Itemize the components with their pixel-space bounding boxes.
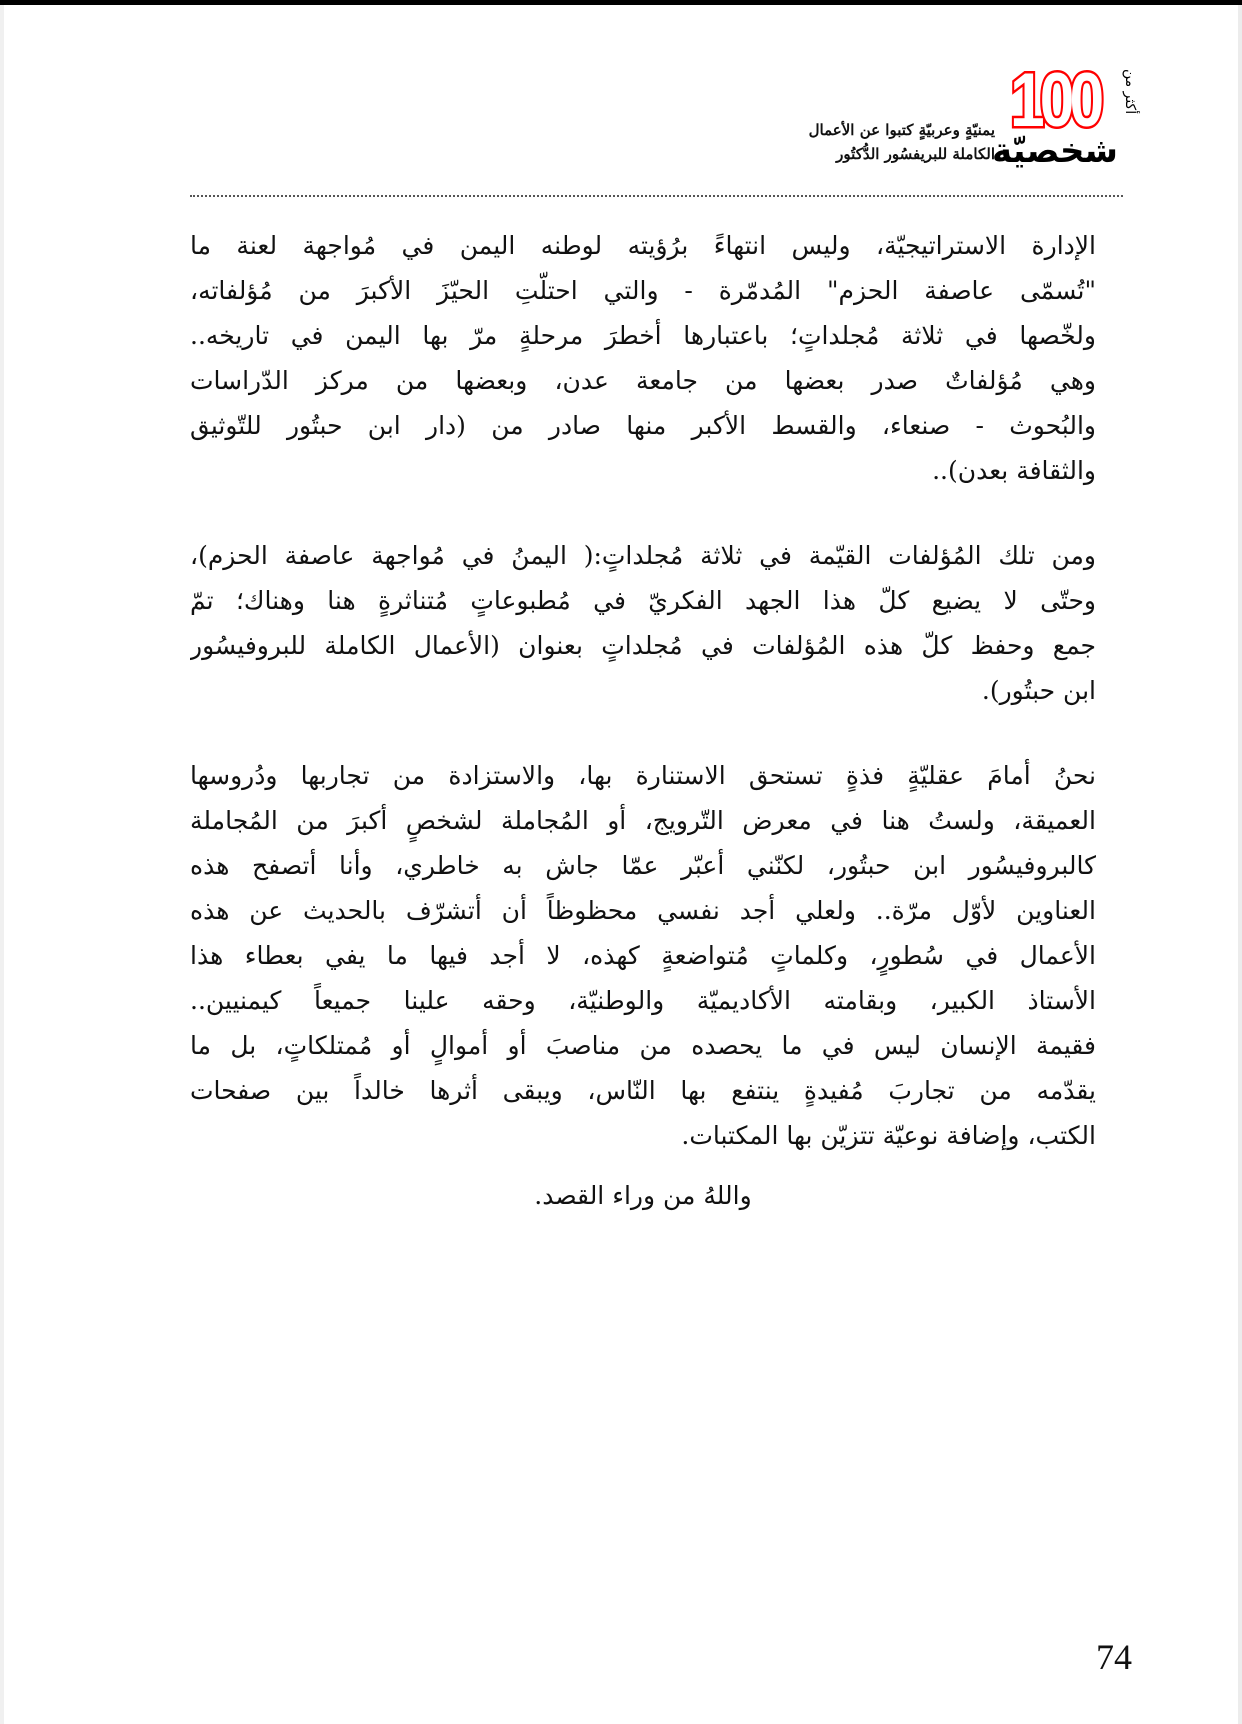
- text-line: الكتب، وإضافة نوعيّة تتزيّن بها المكتبات.: [681, 1121, 1096, 1150]
- text-line: نحنُ أمامَ عقليّةٍ فذةٍ تستحق الاستنارة بها، والاستزادة من تجاربها ودُروسها: [190, 761, 1096, 790]
- logo-prefix: أكثر من: [1122, 69, 1138, 115]
- closing-line: واللهُ من وراء القصد.: [534, 1181, 752, 1210]
- text-line: فقيمة الإنسان ليس في ما يحصده من مناصبَ أو أموالٍ أو مُمتلكاتٍ، بل ما: [190, 1031, 1096, 1060]
- text-line: العناوين لأوّل مرّة.. ولعلي أجد نفسي محظوظاً أن أتشرّف بالحديث عن هذه: [190, 896, 1096, 925]
- text-line: ولخّصها في ثلاثة مُجلداتٍ؛ باعتبارها أخطرَ مرحلةٍ مرّ بها اليمن في تاريخه..: [190, 321, 1096, 350]
- text-line: الأعمال في سُطورٍ، وكلماتٍ مُتواضعةٍ كهذه، لا أجد فيها ما يفي بعطاء هذا: [190, 941, 1096, 970]
- text-line: كالبروفيسُور ابن حبتُور، لكنّني أعبّر عمّا جاش به خاطري، وأنا أتصفح هذه: [190, 851, 1096, 880]
- paragraph-1: [190, 223, 1096, 493]
- text-line: ومن تلك المُؤلفات القيّمة في ثلاثة مُجلداتٍ:( اليمنُ في مُواجهة عاصفة الحزم)،: [190, 541, 1096, 570]
- subtitle-line: الكاملة للبريفسُور الدُّكتُور: [836, 145, 995, 163]
- text-line: "تُسمّى عاصفة الحزم" المُدمّرة - والتي احتلّتِ الحيّزَ الأكبرَ من مُؤلفاته،: [190, 276, 1096, 305]
- text-line: والثقافة بعدن)..: [932, 456, 1096, 485]
- text-line: يقدّمه من تجاربَ مُفيدةٍ ينتفع بها النّاس، ويبقى أثرها خالداً بين صفحات: [190, 1076, 1096, 1105]
- body-text: [190, 223, 1096, 1198]
- logo-number: 100: [1010, 58, 1100, 143]
- text-line: العميقة، ولستُ هنا في معرض التّرويج، أو المُجاملة لشخصٍ أكبرَ من المُجاملة: [190, 806, 1096, 835]
- text-line: وحتّى لا يضيع كلّ هذا الجهد الفكريّ في مُطبوعاتٍ مُتناثرةٍ هنا وهناك؛ تمّ: [190, 586, 1096, 615]
- logo-word: شخصيّة: [992, 131, 1118, 171]
- subtitle-line: يمنيّةٍ وعربيّةٍ كتبوا عن الأعمال: [808, 121, 995, 139]
- book-logo: [992, 58, 1156, 183]
- page-number: 74: [1096, 1637, 1132, 1677]
- text-line: ابن حبتُور).: [981, 676, 1096, 705]
- text-line: والبُحوث - صنعاء، والقسط الأكبر منها صادر من (دار ابن حبتُور للتّوثيق: [190, 411, 1096, 440]
- text-line: جمع وحفظ كلّ هذه المُؤلفات في مُجلداتٍ بعنوان (الأعمال الكاملة للبروفيسُور: [190, 631, 1096, 660]
- paragraph-2: [190, 533, 1096, 713]
- book-page: [4, 5, 1238, 1724]
- page-edge: [1238, 5, 1242, 1724]
- running-header-subtitle: [790, 118, 995, 166]
- paragraph-3: [190, 753, 1096, 1158]
- text-line: الأستاذ الكبير، وبقامته الأكاديميّة والوطنيّة، وحقه علينا جميعاً كيمنيين..: [190, 986, 1096, 1015]
- text-line: الإدارة الاستراتيجيّة، وليس انتهاءً برُؤيته لوطنه اليمن في مُواجهة لعنة ما: [190, 231, 1096, 260]
- header-dotted-rule: [190, 195, 1123, 197]
- text-line: وهي مُؤلفاتٌ صدر بعضها من جامعة عدن، وبعضها من مركز الدّراسات: [190, 366, 1096, 395]
